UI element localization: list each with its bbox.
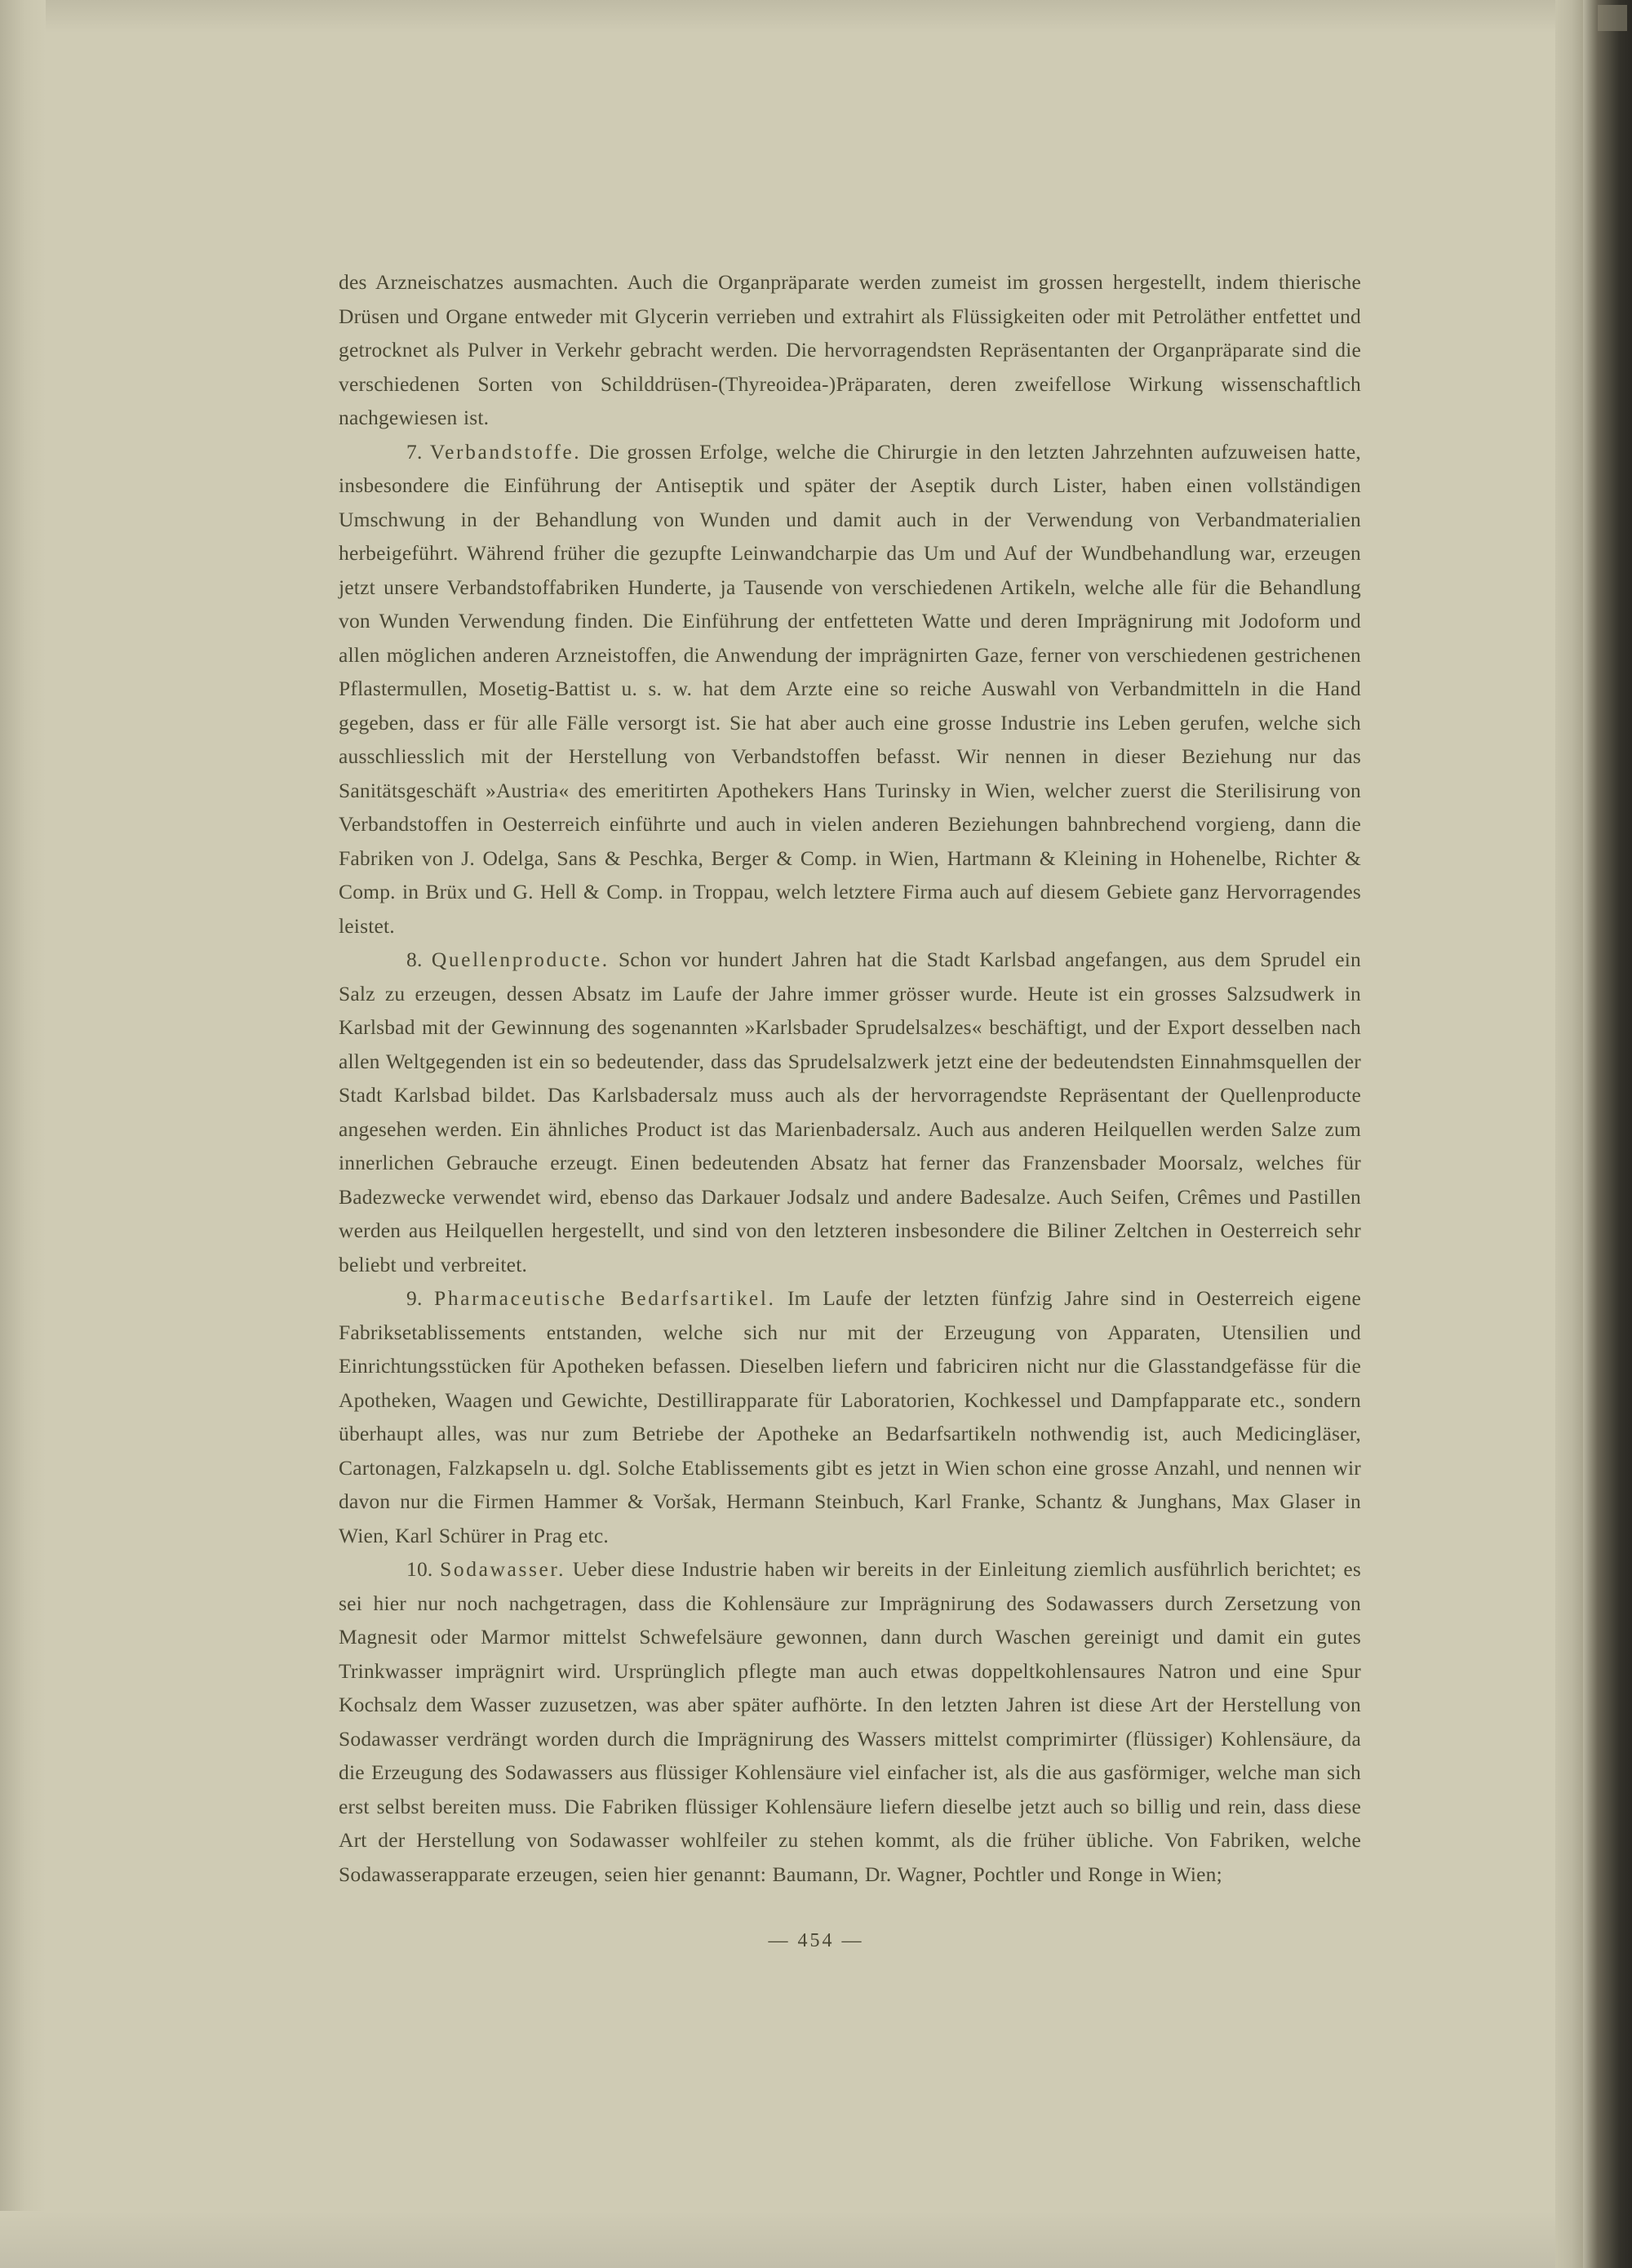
- page-bottom-edge: [0, 2211, 1632, 2268]
- page-number: — 454 —: [768, 1930, 864, 1951]
- page-textblock: [339, 265, 1361, 1891]
- page-top-edge: [0, 0, 1632, 33]
- paragraph-4-pharmaceutische-bedarfsartikel: 9. Pharmaceutische Bedarfsartikel. Im Laufe der letzten fünfzig Jahre sind in Oesterreich eigene Fabriksetablissements entstanden, welche sich nur mit der Erzeugung von Apparaten, Utensilien und Einrichtungsstücken für Apotheken befassen. Dieselben liefern und fabriciren nicht nur die Glasstandgefässe für die Apotheken, Waagen und Gewichte, Destillirapparate für Laboratorien, Kochkessel und Dampfapparate etc., sondern überhaupt alles, was nur zum Betriebe der Apotheke an Bedarfsartikeln nothwendig ist, auch Medicingläser, Cartonagen, Falzkapseln u. dgl. Solche Etablissements gibt es jetzt in Wien schon eine grosse Anzahl, und nennen wir davon nur die Firmen Hammer & Voršak, Hermann Steinbuch, Karl Franke, Schantz & Junghans, Max Glaser in Wien, Karl Schürer in Prag etc.: [339, 1286, 1361, 1547]
- section-heading: Sodawasser.: [440, 1557, 566, 1581]
- paragraph-2-verbandstoffe: 7. Verbandstoffe. Die grossen Erfolge, welche die Chirurgie in den letzten Jahrzehnten aufzuweisen hatte, insbesondere die Einführung der Antiseptik und später der Aseptik durch Lister, haben einen vollständigen Umschwung in der Behandlung von Wunden und damit auch in der Verwendung von Verbandmaterialien herbeigeführt. Während früher die gezupfte Leinwandcharpie das Um und Auf der Wundbehandlung war, erzeugen jetzt unsere Verbandstoffabriken Hunderte, ja Tausende von verschiedenen Artikeln, welche alle für die Behandlung von Wunden Verwendung finden. Die Einführung der entfetteten Watte und deren Imprägnirung mit Jodoform und allen möglichen anderen Arzneistoffen, die Anwendung der imprägnirten Gaze, ferner von verschiedenen gestrichenen Pflastermullen, Mosetig-Battist u. s. w. hat dem Arzte eine so reiche Auswahl von Verbandmitteln in die Hand gegeben, dass er für alle Fälle versorgt ist. Sie hat aber auch eine grosse Industrie ins Leben gerufen, welche sich ausschliesslich mit der Herstellung von Verbandstoffen befasst. Wir nennen in dieser Beziehung nur das Sanitätsgeschäft »Austria« des emeritirten Apothekers Hans Turinsky in Wien, welcher zuerst die Sterilisirung von Verbandstoffen in Oesterreich einführte und auch in vielen anderen Beziehungen bahnbrechend vorgieng, dann die Fabriken von J. Odelga, Sans & Peschka, Berger & Comp. in Wien, Hartmann & Kleining in Hohenelbe, Richter & Comp. in Brüx und G. Hell & Comp. in Troppau, welch letztere Firma auch auf diesem Gebiete ganz Hervorragendes leistet.: [339, 439, 1361, 938]
- section-heading: Quellenproducte.: [431, 948, 610, 971]
- paragraph-1: des Arzneischatzes ausmachten. Auch die Organpräparate werden zumeist im grossen hergestellt, indem thierische Drüsen und Organe entweder mit Glycerin verrieben und extrahirt als Flüssigkeiten oder mit Petroläther entfettet und getrocknet als Pulver in Verkehr gebracht werden. Die hervorragendsten Repräsentanten der Organpräparate sind die verschiedenen Sorten von Schilddrüsen-(Thyreoidea-)Präparaten, deren zweifellose Wirkung wissenschaftlich nachgewiesen ist.: [339, 270, 1361, 429]
- book-binding: [1583, 0, 1632, 2268]
- page-left-edge: [0, 0, 46, 2268]
- section-heading: Verbandstoffe.: [429, 439, 582, 464]
- paragraph-5-sodawasser: 10. Sodawasser. Ueber diese Industrie haben wir bereits in der Einleitung ziemlich ausführlich berichtet; es sei hier nur noch nachgetragen, dass die Kohlensäure zur Imprägnirung des Sodawassers durch Zersetzung von Magnesit oder Marmor mittelst Schwefelsäure gewonnen, dann durch Waschen gereinigt und damit ein gutes Trinkwasser imprägnirt wird. Ursprünglich pflegte man auch etwas doppeltkohlensaures Natron und eine Spur Kochsalz dem Wasser zuzusetzen, was aber später aufhörte. In den letzten Jahren ist diese Art der Herstellung von Sodawasser verdrängt worden durch die Imprägnirung des Wassers mittelst comprimirter (flüssiger) Kohlensäure, da die Erzeugung des Sodawassers aus flüssiger Kohlensäure viel einfacher ist, als die aus gasförmiger, welche man sich erst selbst bereiten muss. Die Fabriken flüssiger Kohlensäure liefern dieselbe jetzt auch so billig und rein, dass diese Art der Herstellung von Sodawasser wohlfeiler zu stehen kommt, als die früher übliche. Von Fabriken, welche Sodawasserapparate erzeugen, seien hier genannt: Baumann, Dr. Wagner, Pochtler und Ronge in Wien;: [339, 1557, 1361, 1886]
- section-heading: Pharmaceutische Bedarfsartikel.: [434, 1286, 776, 1310]
- page-gutter: [1555, 0, 1583, 2268]
- corner-mark: [1598, 5, 1627, 31]
- paragraph-3-quellenproducte: 8. Quellenproducte. Schon vor hundert Jahren hat die Stadt Karlsbad angefangen, aus dem Sprudel ein Salz zu erzeugen, dessen Absatz im Laufe der Jahre immer grösser wurde. Heute ist ein grosses Salzsudwerk in Karlsbad mit der Gewinnung des sogenannten »Karlsbader Sprudelsalzes« beschäftigt, und der Export desselben nach allen Weltgegenden ist ein so bedeutender, dass das Sprudelsalzwerk jetzt eine der bedeutendsten Einnahmsquellen der Stadt Karlsbad bildet. Das Karlsbadersalz muss auch als der hervorragendste Repräsentant der Quellenproducte angesehen werden. Ein ähnliches Product ist das Marienbadersalz. Auch aus anderen Heilquellen werden Salze zum innerlichen Gebrauche erzeugt. Einen bedeutenden Absatz hat ferner das Franzensbader Moorsalz, welches für Badezwecke verwendet wird, ebenso das Darkauer Jodsalz und andere Badesalze. Auch Seifen, Crêmes und Pastillen werden aus Heilquellen hergestellt, und sind von den letzteren insbesondere die Biliner Zeltchen in Oesterreich sehr beliebt und verbreitet.: [339, 948, 1361, 1276]
